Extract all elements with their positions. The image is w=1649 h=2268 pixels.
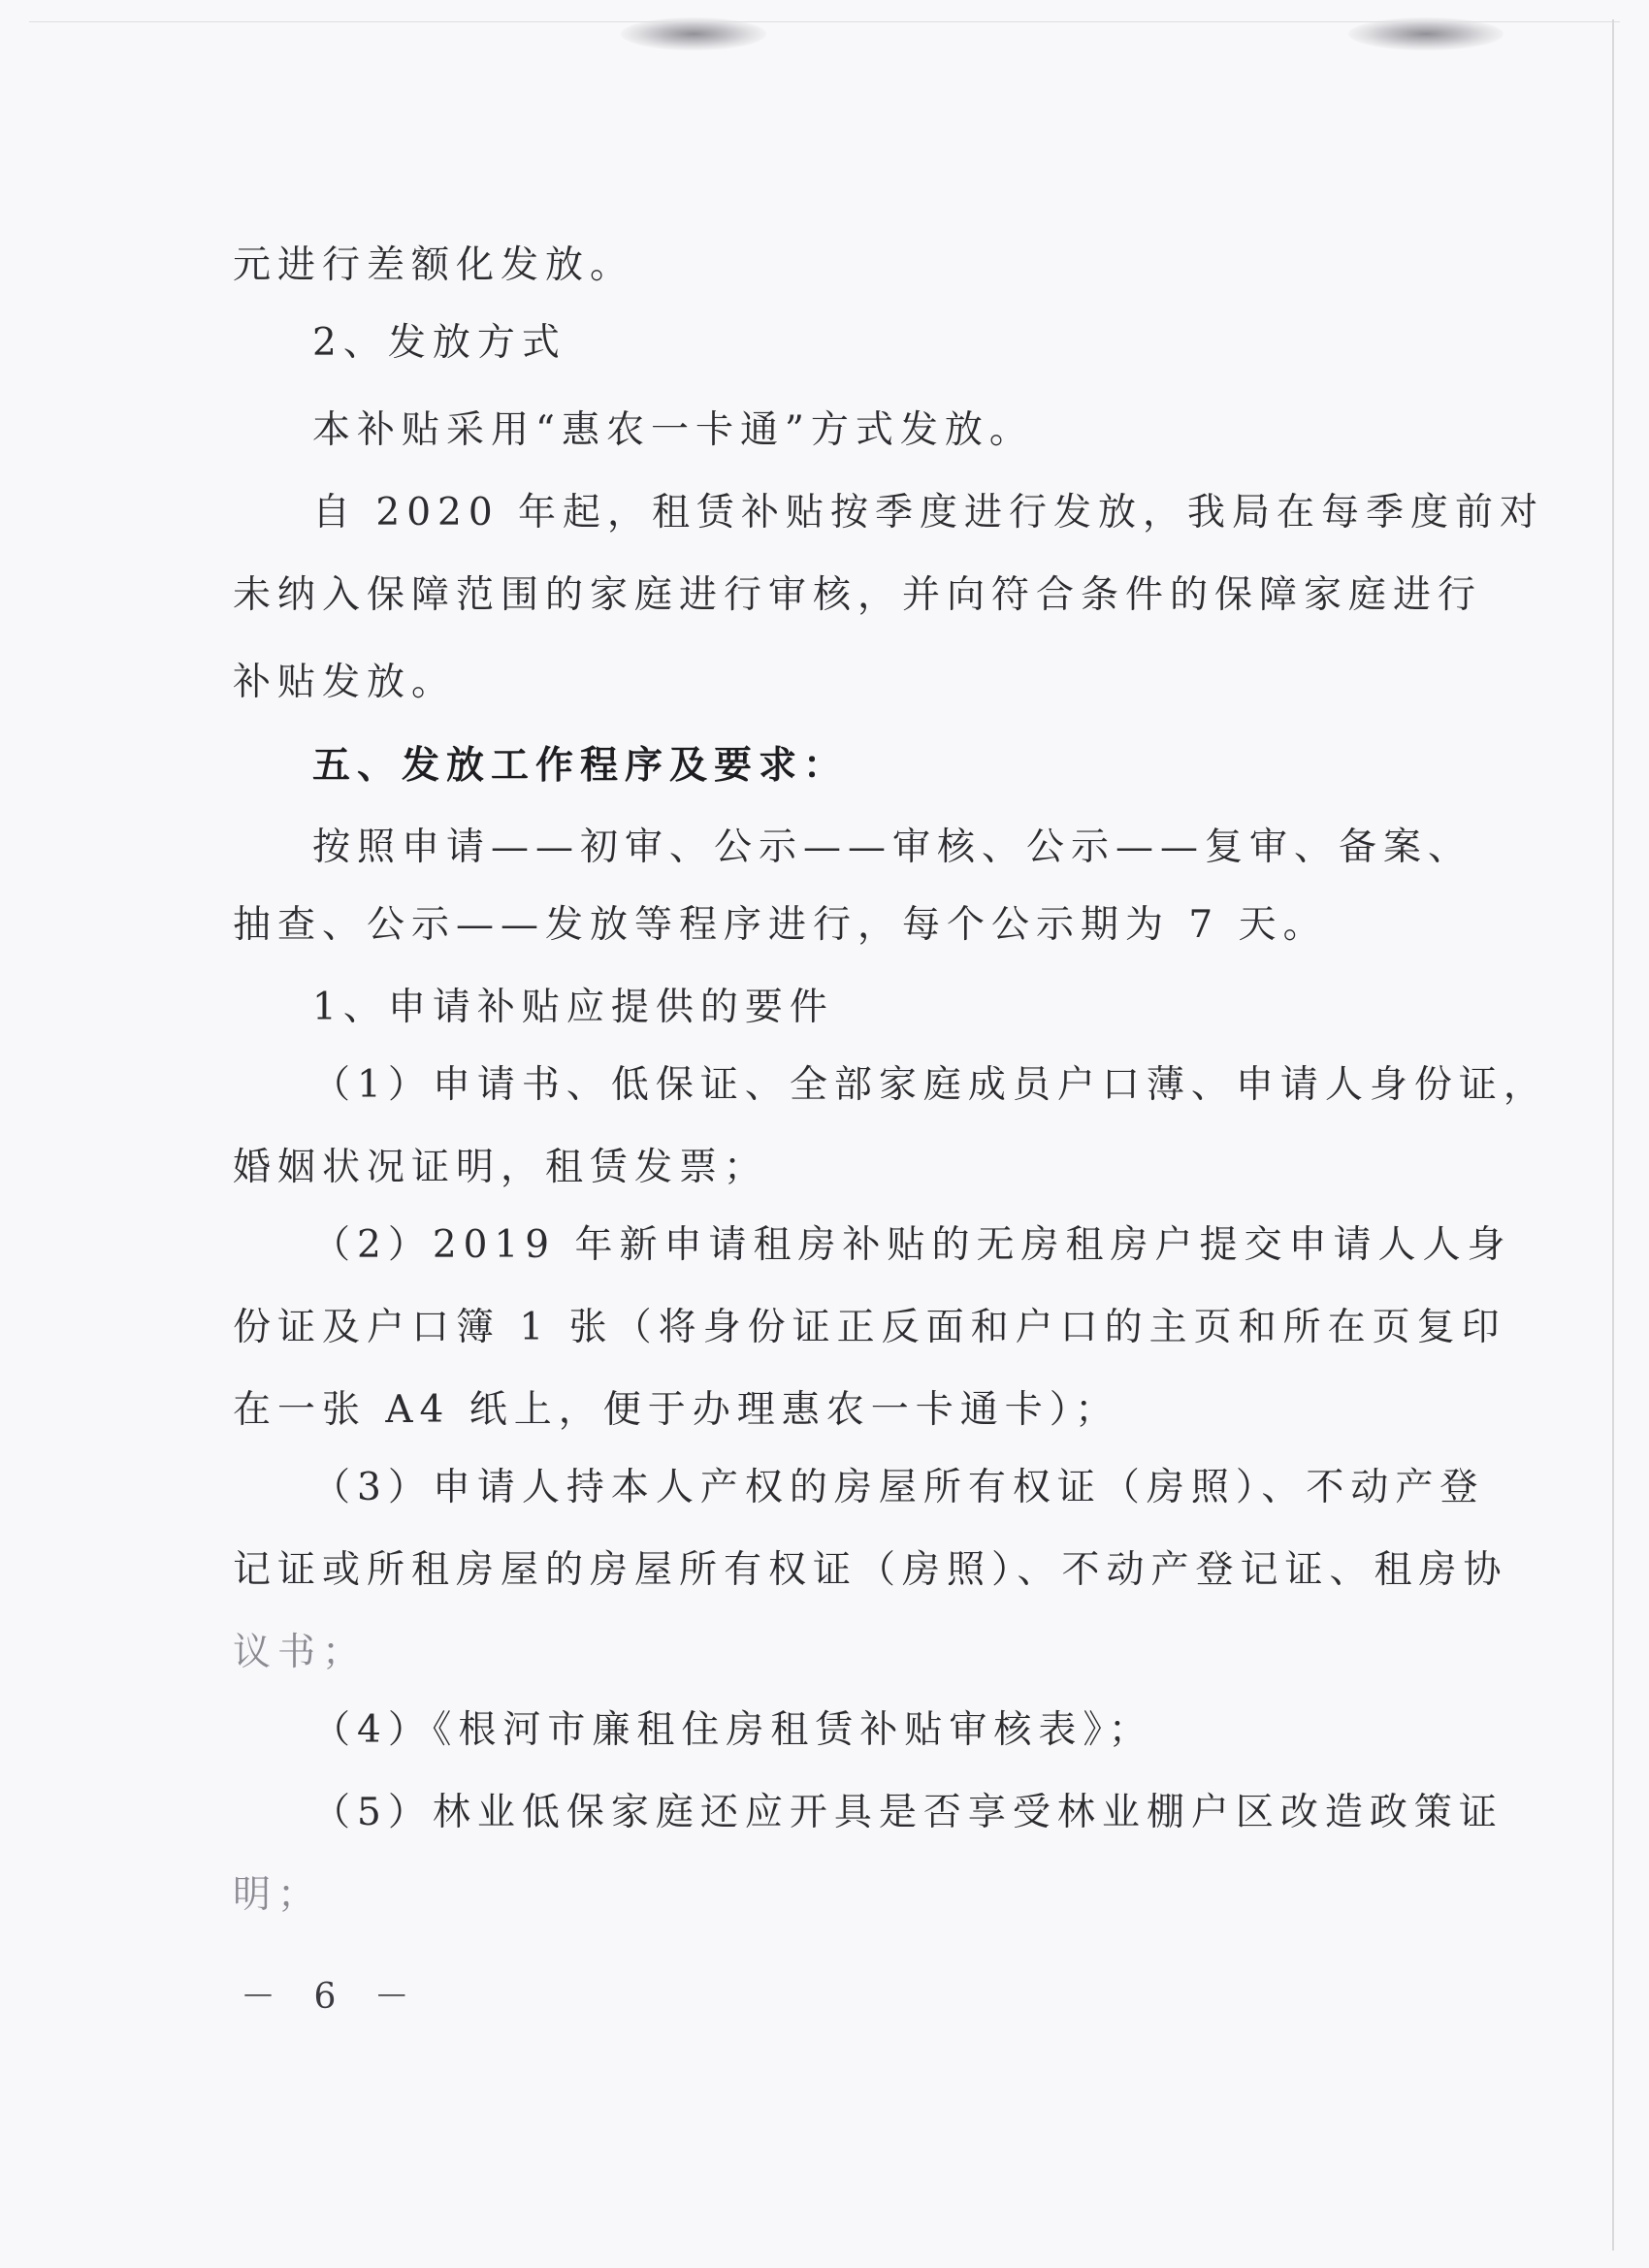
page-number: － 6 － — [241, 1977, 423, 2017]
paragraph-line: 记证或所租房屋的房屋所有权证（房照）、不动产登记证、租房协 — [233, 1548, 1508, 1592]
paragraph-line: 明； — [233, 1873, 323, 1917]
paragraph-line: 婚姻状况证明，租赁发票； — [233, 1146, 769, 1189]
paragraph-line: 本补贴采用“惠农一卡通”方式发放。 — [312, 408, 1034, 452]
paragraph-line: （3）申请人持本人产权的房屋所有权证（房照）、不动产登 — [312, 1466, 1485, 1509]
paragraph-line: （4）《根河市廉租住房租赁补贴审核表》； — [312, 1708, 1153, 1752]
scan-smudge — [1348, 17, 1504, 50]
paragraph-line: 抽查、公示——发放等程序进行，每个公示期为 7 天。 — [233, 903, 1328, 947]
chapter-heading: 五、发放工作程序及要求： — [312, 743, 849, 788]
paragraph-line: 份证及户口簿 1 张（将身份证正反面和户口的主页和所在页复印 — [233, 1306, 1506, 1349]
paragraph-line: （1）申请书、低保证、全部家庭成员户口薄、申请人身份证， — [312, 1063, 1548, 1107]
paragraph-line: 元进行差额化发放。 — [233, 243, 635, 287]
paragraph-line: （5）林业低保家庭还应开具是否享受林业棚户区改造政策证 — [312, 1791, 1504, 1834]
section-heading: 1、申请补贴应提供的要件 — [312, 986, 834, 1029]
paragraph-line: （2）2019 年新申请租房补贴的无房租房户提交申请人人身 — [312, 1223, 1512, 1267]
paragraph-line: 未纳入保障范围的家庭进行审核，并向符合条件的保障家庭进行 — [233, 573, 1483, 617]
scan-edge — [29, 21, 1620, 22]
paragraph-line: 在一张 A4 纸上，便于办理惠农一卡通卡）； — [233, 1388, 1120, 1432]
section-heading: 2、发放方式 — [312, 321, 566, 365]
scan-edge — [1612, 19, 1614, 2251]
paragraph-line: 补贴发放。 — [233, 661, 457, 704]
scan-smudge — [621, 17, 766, 50]
paragraph-line: 议书； — [233, 1631, 368, 1674]
paragraph-line: 自 2020 年起，租赁补贴按季度进行发放，我局在每季度前对 — [312, 491, 1545, 535]
paragraph-line: 按照申请——初审、公示——审核、公示——复审、备案、 — [312, 826, 1473, 869]
